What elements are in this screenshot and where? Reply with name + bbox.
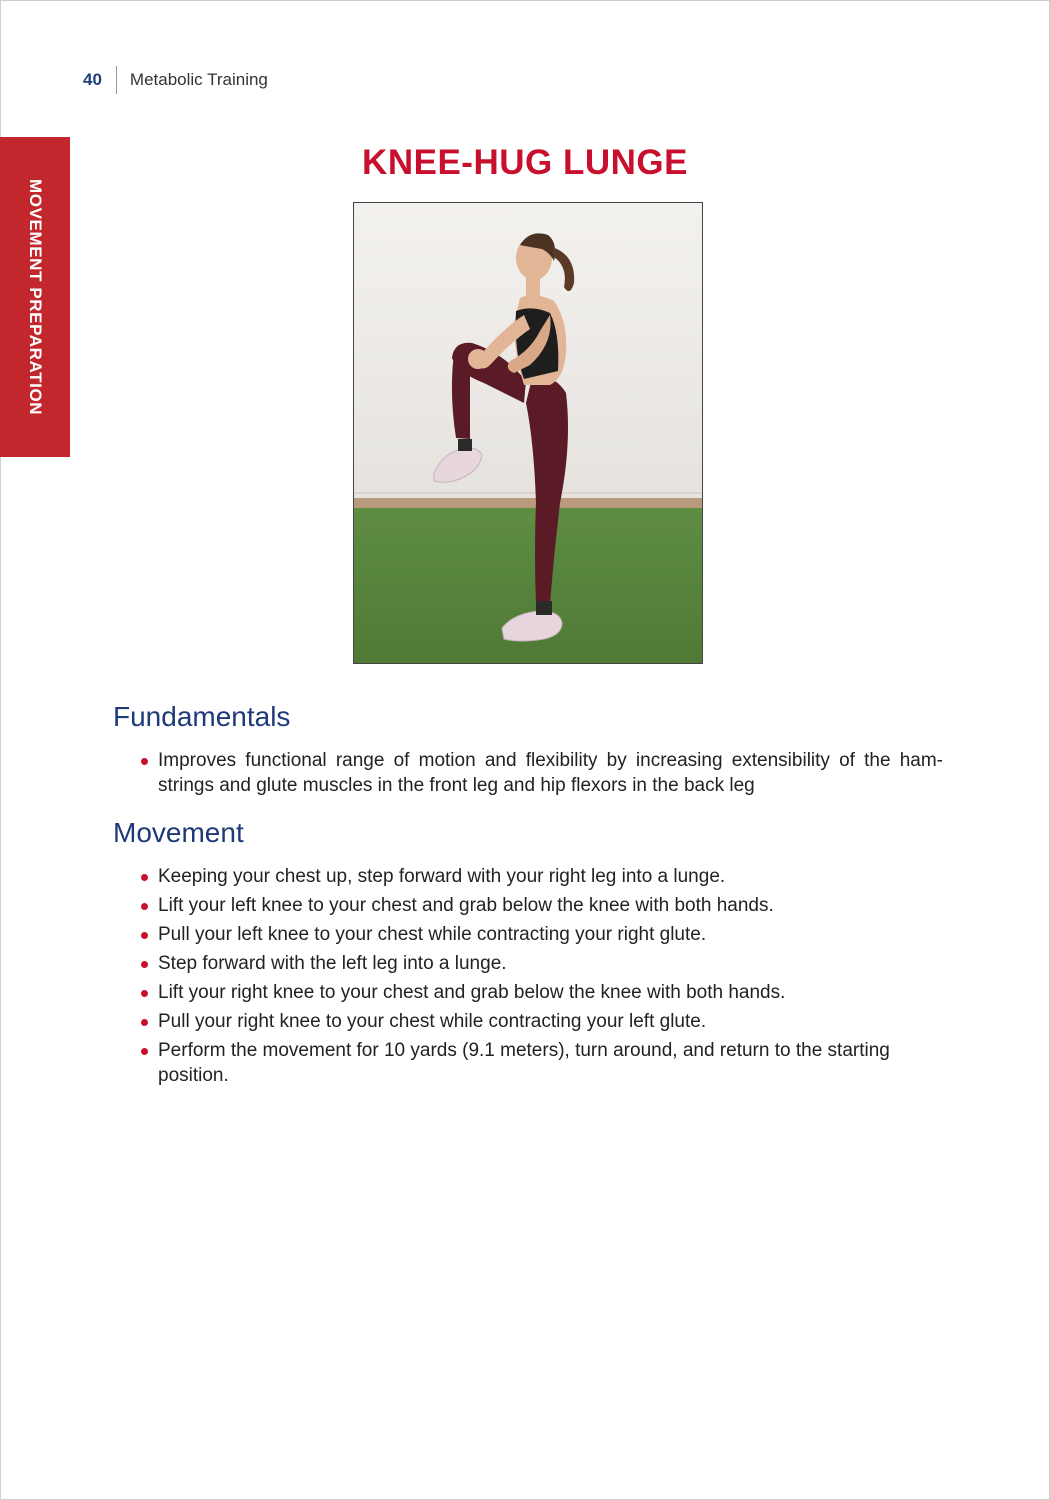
movement-heading: Movement <box>113 817 244 848</box>
movement-list <box>138 864 943 1092</box>
list-item: Improves functional range of motion and flexibility by increasing extensibility of the hamstrings and glute muscles in the front leg and hip flexors in the back leg <box>138 748 943 798</box>
list-item: Pull your left knee to your chest while contracting your right glute. <box>138 922 943 947</box>
header-divider <box>116 66 117 94</box>
knee-hug-illustration <box>354 203 702 663</box>
exercise-title: KNEE-HUG LUNGE <box>362 143 688 182</box>
chapter-side-tab <box>0 137 70 457</box>
list-item: Lift your right knee to your chest and grab below the knee with both hands. <box>138 980 943 1005</box>
fundamentals-list <box>138 748 943 798</box>
fundamentals-heading: Fundamentals <box>113 701 291 732</box>
list-item: Perform the movement for 10 yards (9.1 meters), turn around, and return to the starting position. <box>138 1038 943 1088</box>
page-number: 40 <box>83 70 102 89</box>
hands <box>468 349 488 369</box>
wall-baseboard <box>354 498 702 508</box>
running-head <box>83 66 268 94</box>
chapter-tab-label: MOVEMENT PREPARATION <box>26 178 45 416</box>
list-item: Pull your right knee to your chest while contracting your left glute. <box>138 1009 943 1034</box>
book-title: Metabolic Training <box>129 70 268 89</box>
list-item: Keeping your chest up, step forward with your right leg into a lunge. <box>138 864 943 889</box>
list-item: Lift your left knee to your chest and grab below the knee with both hands. <box>138 893 943 918</box>
raised-shin <box>452 353 470 439</box>
exercise-photo <box>353 202 703 664</box>
list-item: Step forward with the left leg into a lunge. <box>138 951 943 976</box>
